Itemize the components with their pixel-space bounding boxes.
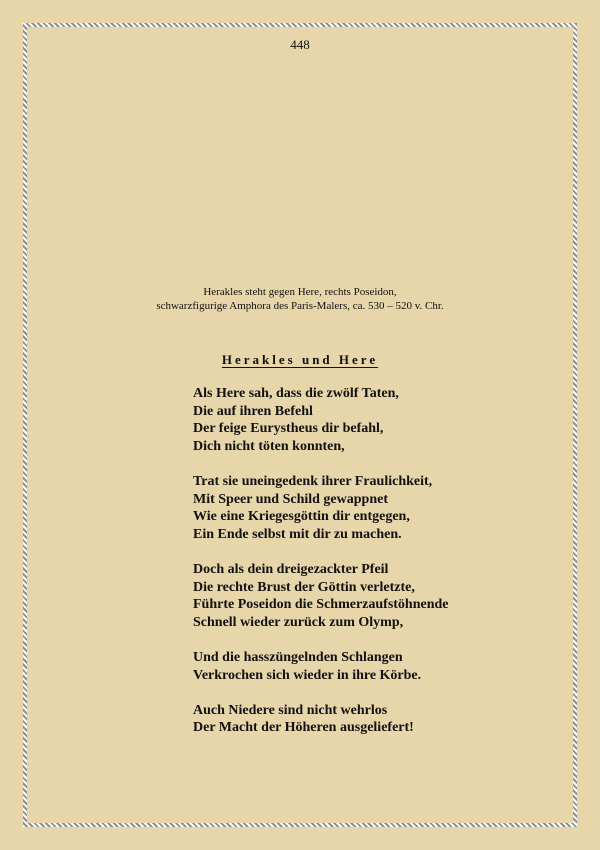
poem-line: Und die hasszüngelnden Schlangen <box>193 649 403 665</box>
poem-title: Herakles und Here <box>221 352 379 367</box>
image-caption <box>0 285 600 313</box>
poem-line: Führte Poseidon die Schmerzaufstöhnende <box>193 597 449 613</box>
stanza-5 <box>193 702 573 737</box>
poem-line: Verkrochen sich wieder in ihre Körbe. <box>193 667 422 683</box>
stanza-3 <box>193 561 573 631</box>
stanza-2 <box>193 473 573 543</box>
page-number: 448 <box>290 37 310 52</box>
caption-line-1: Herakles steht gegen Here, rechts Poseidon, <box>203 286 397 298</box>
poem-body <box>193 385 573 754</box>
poem-line: Ein Ende selbst mit dir zu machen. <box>193 526 402 542</box>
poem-line: Als Here sah, dass die zwölf Taten, <box>193 386 399 401</box>
stanza-4 <box>193 649 573 684</box>
poem-line: Der feige Eurystheus dir befahl, <box>193 421 384 437</box>
poem-line: Schnell wieder zurück zum Olymp, <box>193 614 404 630</box>
poem-line: Die auf ihren Befehl <box>193 403 313 419</box>
poem-line: Auch Niedere sind nicht wehrlos <box>193 702 388 718</box>
poem-line: Dich nicht töten konnten, <box>193 438 345 454</box>
caption-line-2: schwarzfigurige Amphora des Paris-Malers, ca. 530 – 520 v. Chr. <box>156 300 444 312</box>
poem-line: Doch als dein dreigezackter Pfeil <box>193 561 389 577</box>
poem-line: Wie eine Kriegesgöttin dir entgegen, <box>193 509 410 525</box>
poem-line: Der Macht der Höheren ausgeliefert! <box>193 720 414 736</box>
poem-line: Die rechte Brust der Göttin verletzte, <box>193 579 415 595</box>
poem-line: Mit Speer und Schild gewappnet <box>193 491 388 507</box>
poem-line: Trat sie uneingedenk ihrer Fraulichkeit, <box>193 473 433 489</box>
stanza-1 <box>193 385 573 455</box>
